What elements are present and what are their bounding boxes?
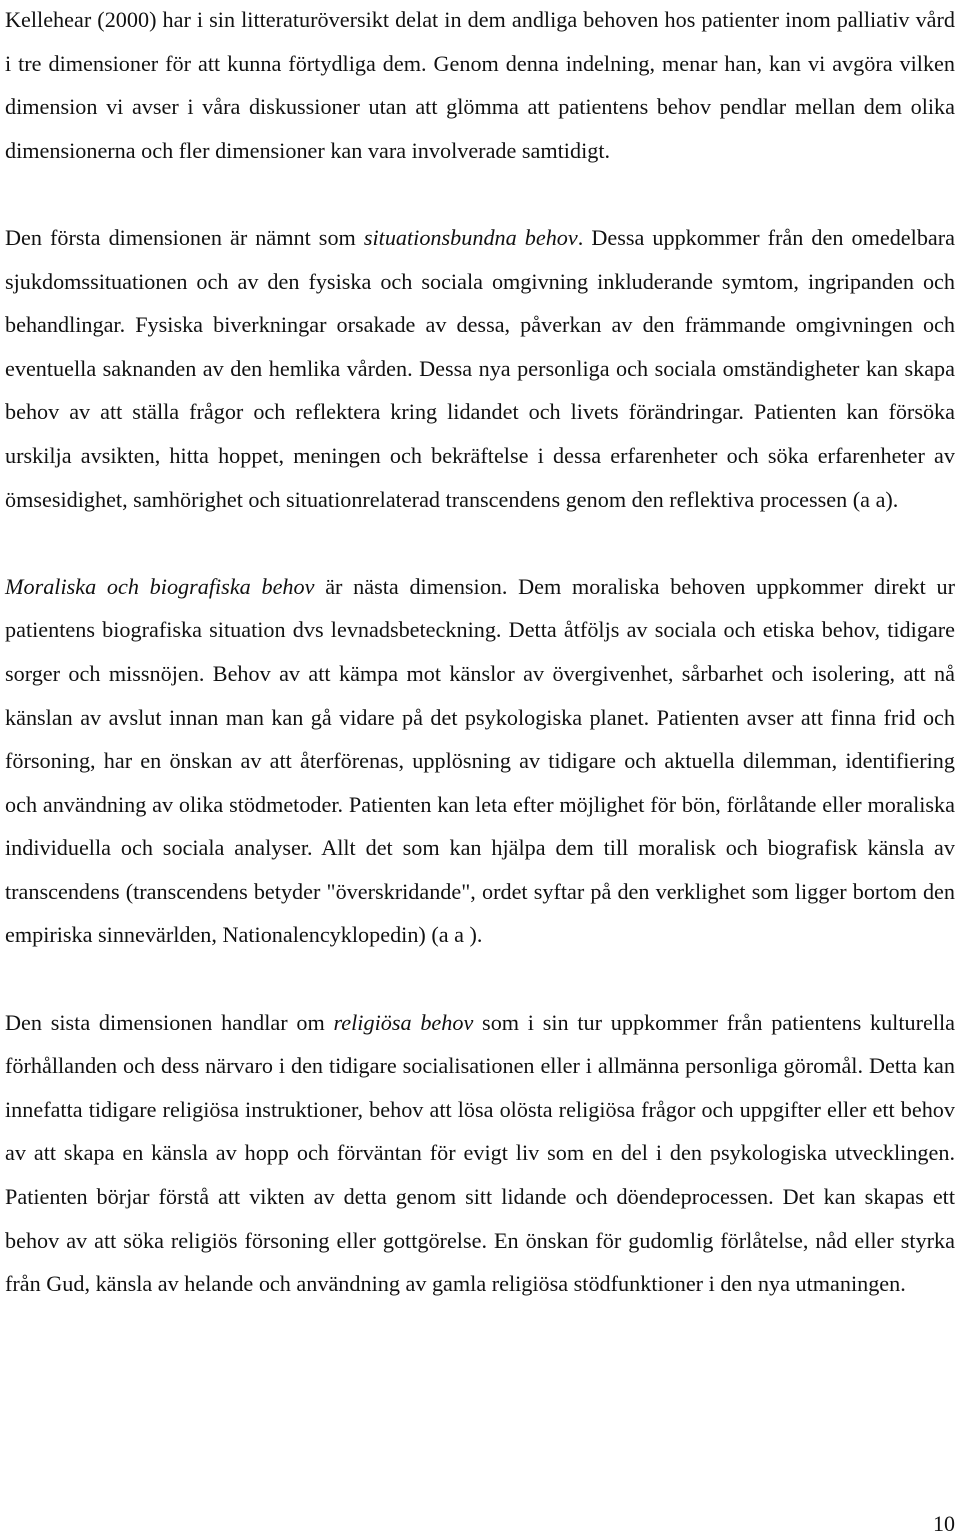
paragraph-text: är nästa dimension. Dem moraliska behoven uppkommer direkt ur patientens biografiska situation dvs levnadsbeteckning. Detta åtföljs av sociala och etiska behov, tidigare sorger och missnöjen. Behov av att kämpa mot känslor av övergivenhet, sårbarhet och isolering, att nå känslan av avslut innan man kan gå vidare på det psykologiska planet. Patienten avser att finna frid och försoning, har en önskan av att återförenas, upplösning av tidigare och aktuella dilemman, identifiering och användning av olika stödmetoder. Patienten kan leta efter möjlighet för bön, förlåtande eller moraliska individuella och sociala analyser. Allt det som kan hjälpa dem till moralisk och biografisk känsla av transcendens (transcendens betyder "överskridande", ordet syftar på den verklighet som ligger bortom den empiriska sinnevärlden, Nationalencyklopedin) (a a ). [5, 573, 955, 948]
paragraph-text: Den sista dimensionen handlar om [5, 1009, 334, 1035]
paragraph-intro [5, 0, 955, 172]
emphasis-term: situationsbundna behov [363, 224, 578, 250]
paragraph-text: Den första dimensionen är nämnt som [5, 224, 364, 250]
paragraph-religious-needs [5, 1001, 955, 1306]
paragraph-text: som i sin tur uppkommer från patientens kulturella förhållanden och dess närvaro i den tidigare socialisationen eller i allmänna personliga göromål. Detta kan innefatta tidigare religiösa instruktioner, behov att lösa olösta religiösa frågor och uppgifter eller ett behov av att skapa en känsla av hopp och förväntan för evigt liv som en del i den psykologiska utvecklingen. Patienten börjar förstå att vikten av detta genom sitt lidande och döendeprocessen. Det kan skapas ett behov av att söka religiös försoning eller gottgörelse. En önskan för gudomlig förlåtelse, nåd eller styrka från Gud, känsla av helande och användning av gamla religiösa stödfunktioner i den nya utmaningen. [5, 1009, 955, 1297]
document-page [5, 0, 955, 1306]
emphasis-term: Moraliska och biografiska behov [5, 573, 315, 599]
page-number: 10 [933, 1511, 955, 1536]
paragraph-situational-needs [5, 216, 955, 521]
emphasis-term: religiösa behov [333, 1009, 474, 1035]
paragraph-moral-biographical-needs [5, 565, 955, 957]
paragraph-text: Kellehear (2000) har i sin litteraturöversikt delat in dem andliga behoven hos patienter inom palliativ vård i tre dimensioner för att kunna förtydliga dem. Genom denna indelning, menar han, kan vi avgöra vilken dimension vi avser i våra diskussioner utan att glömma att patientens behov pendlar mellan dem olika dimensionerna och fler dimensioner kan vara involverade samtidigt. [5, 7, 955, 163]
paragraph-text: . Dessa uppkommer från den omedelbara sjukdomssituationen och av den fysiska och sociala omgivning inkluderande symtom, ingripanden och behandlingar. Fysiska biverkningar orsakade av dessa, påverkan av den främmande omgivningen och eventuella saknanden av den hemlika vården. Dessa nya personliga och sociala omständigheter kan skapa behov av att ställa frågor och reflektera kring lidandet och livets förändringar. Patienten kan försöka urskilja avsikten, hitta hoppet, meningen och bekräftelse i dessa erfarenheter och söka erfarenheter av ömsesidighet, samhörighet och situationrelaterad transcendens genom den reflektiva processen (a a). [5, 224, 955, 512]
